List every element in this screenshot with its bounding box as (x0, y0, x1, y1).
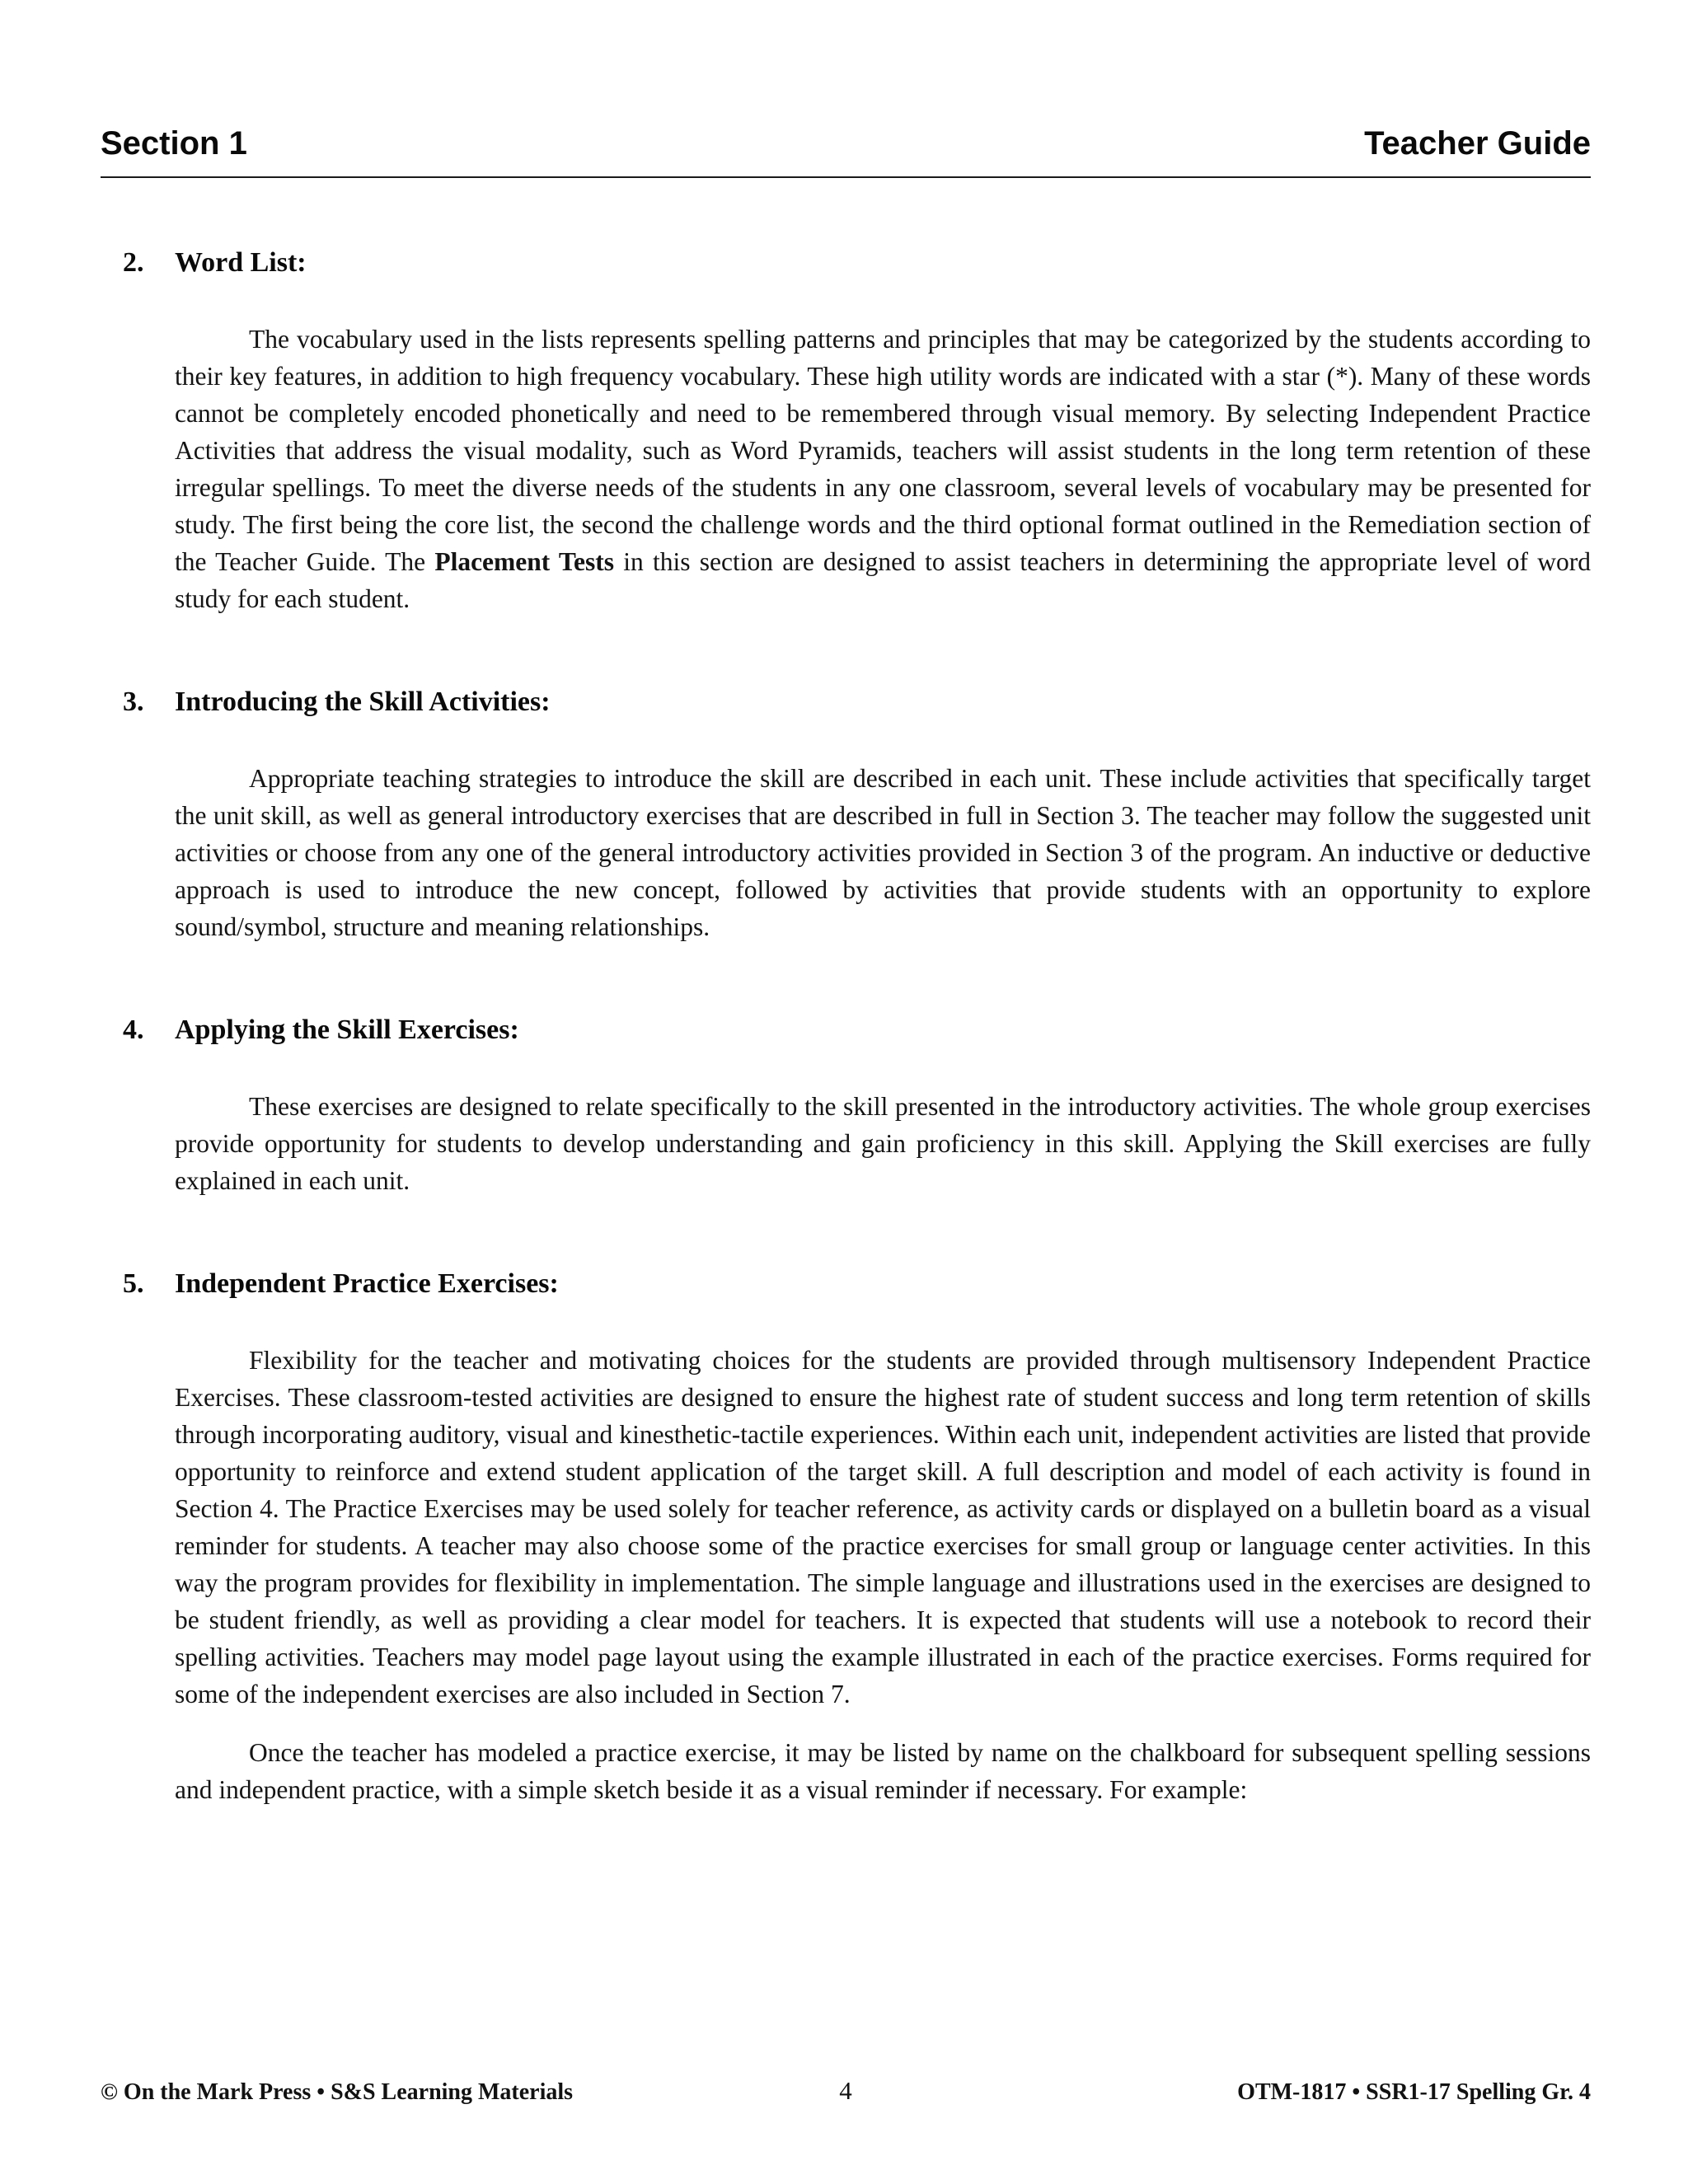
section-heading (101, 1011, 1591, 1049)
section (101, 683, 1591, 945)
paragraph: These exercises are designed to relate specifically to the skill presented in the introductory activities. The whole group exercises provide opportunity for students to develop understanding and gain proficiency in this skill. Applying the Skill exercises are fully explained in each unit. (175, 1092, 1591, 1195)
section-number: 3. (123, 687, 144, 717)
section-number: 4. (123, 1015, 144, 1045)
paragraph: Once the teacher has modeled a practice exercise, it may be listed by name on the chalkboard for subsequent spelling sessions and independent practice, with a simple sketch beside it as a visual reminder if necessary. For example: (175, 1738, 1591, 1804)
paragraph: The vocabulary used in the lists represents spelling patterns and principles that may be categorized by the students according to their key features, in addition to high frequency vocabulary. These high utility words are indicated with a star (*). Many of these words cannot be completely encoded phonetically and need to be remembered through visual memory. By selecting Independent Practice Activities that address the visual modality, such as Word Pyramids, teachers will assist students in the long term retention of these irregular spellings. To meet the diverse needs of the students in any one classroom, several levels of vocabulary may be presented for study. The first being the core list, the second the challenge words and the third optional format outlined in the Remediation section of the Teacher Guide. The Placement Tests in this section are designed to assist teachers in determining the appropriate level of word study for each student. (175, 325, 1591, 613)
header-rule (101, 176, 1591, 178)
paragraph: Appropriate teaching strategies to introduce the skill are described in each unit. These include activities that specifically target the unit skill, as well as general introductory exercises that are described in full in Section 3. The teacher may follow the suggested unit activities or choose from any one of the general introductory activities provided in Section 3 of the program. An inductive or deductive approach is used to introduce the new concept, followed by activities that provide students with an opportunity to explore sound/symbol, structure and meaning relationships. (175, 764, 1591, 941)
document-body (101, 244, 1591, 1808)
section (101, 244, 1591, 617)
page-header (101, 124, 1591, 163)
section (101, 1265, 1591, 1808)
header-guide-label: Teacher Guide (1364, 125, 1591, 162)
header-section-label: Section 1 (101, 125, 247, 162)
section-number: 2. (123, 247, 144, 278)
section-title: Word List: (175, 247, 307, 278)
section (101, 1011, 1591, 1199)
footer-publisher: © On the Mark Press • S&S Learning Materials (101, 2079, 574, 2105)
section-number: 5. (123, 1268, 144, 1299)
footer-page-number: 4 (839, 2076, 852, 2105)
paragraph: Flexibility for the teacher and motivating choices for the students are provided through multisensory Independent Practice Exercises. These classroom-tested activities are designed to ensure the highest rate of student success and long term retention of skills through incorporating auditory, visual and kinesthetic-tactile experiences. Within each unit, independent activities are listed that provide opportunity to reinforce and extend student application of the target skill. A full description and model of each activity is found in Section 4. The Practice Exercises may be used solely for teacher reference, as activity cards or displayed on a bulletin board as a visual reminder for students. A teacher may also choose some of the practice exercises for small group or language center activities. In this way the program provides for flexibility in implementation. The simple language and illustrations used in the exercises are designed to be student friendly, as well as providing a clear model for teachers. It is expected that students will use a notebook to record their spelling activities. Teachers may model page layout using the example illustrated in each of the practice exercises. Forms required for some of the independent exercises are also included in Section 7. (175, 1346, 1591, 1708)
section-title: Independent Practice Exercises: (175, 1268, 559, 1299)
section-title: Applying the Skill Exercises: (175, 1015, 519, 1045)
section-heading (101, 683, 1591, 721)
section-title: Introducing the Skill Activities: (175, 687, 551, 717)
footer-product-code: OTM-1817 • SSR1-17 Spelling Gr. 4 (1237, 2079, 1591, 2105)
section-heading (101, 244, 1591, 282)
page-footer (101, 2076, 1591, 2106)
section-heading (101, 1265, 1591, 1303)
